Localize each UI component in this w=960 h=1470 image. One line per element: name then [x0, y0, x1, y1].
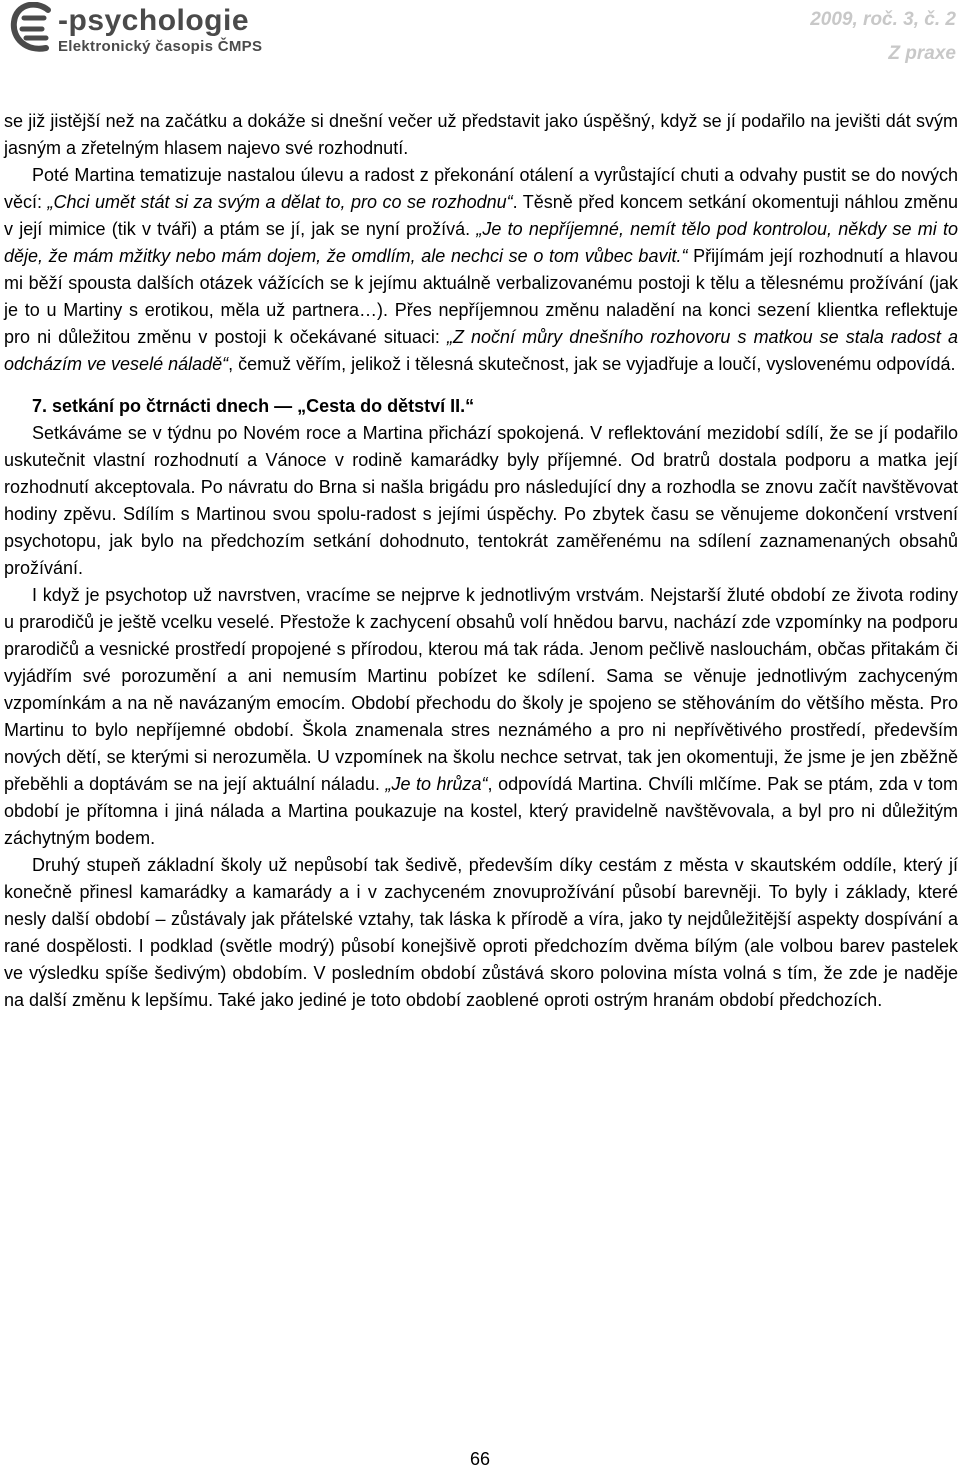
- quote-text: „Je to hrůza“: [385, 774, 488, 794]
- paragraph: [4, 582, 958, 852]
- section-heading: 7. setkání po čtrnácti dnech — „Cesta do dětství II.“: [32, 396, 475, 416]
- paragraph: [4, 108, 958, 162]
- issue-info: 2009, roč. 3, č. 2: [810, 9, 956, 30]
- quote-text: „Je to nepříjemné, nemít tělo pod kontrolou, někdy se mi to děje, že mám mžitky nebo mám dojem, že omdlím, ale nechci se o tom vůbec bavit.“: [4, 219, 958, 266]
- section-label: Z praxe: [888, 43, 956, 64]
- quote-text: „Chci umět stát si za svým a dělat to, pro co se rozhodnu“: [47, 192, 513, 212]
- paragraph: [4, 162, 958, 378]
- body-text: , odpovídá Martina. Chvíli mlčíme. Pak se ptám, zda v tom období je přítomna i jiná nálada a Martina poukazuje na kostel, který pravidelně navštěvovala, a byl pro ni důležitým záchytným bodem.: [4, 774, 958, 848]
- quote-text: „Z noční můry dnešního rozhovoru s matkou se stala radost a odcházím ve veselé náladě“: [4, 327, 958, 374]
- paragraph: [4, 852, 958, 1014]
- body-text: , čemuž věřím, jelikož i tělesná skutečnost, jak se vyjadřuje a loučí, vyslovenému odpovídá.: [228, 354, 956, 374]
- logo-subtitle: Elektronický časopis ČMPS: [58, 38, 263, 55]
- e-logo-icon: [8, 2, 56, 60]
- body-text: Poté Martina tematizuje nastalou úlevu a radost z překonání otálení a vyrůstající chuti a odvahy pustit se do nových věcí:: [4, 165, 958, 212]
- body-text: I když je psychotop už navrstven, vracíme se nejprve k jednotlivým vrstvám. Nejstarší žluté období ze života rodiny u prarodičů je ještě vcelku veselé. Přestože k zachycení obsahů volí hnědou barvu, nachází zde vzpomínky na podporu prarodičů a vesnické prostředí propojené s přírodou, kterou má tak ráda. Jenom pečlivě naslouchám, občas přitakám či vyjádřím své porozumění a ani nemusím Martinu pobízet ke sdílení. Sama se věnuje jednotlivým zachyceným vzpomínkám a na ně navázaným emocím. Období přechodu do školy je spojeno se stěhováním do většího města. Pro Martinu to bylo nepříjemné období. Škola znamenala stres neznámého a pro ni nepřívětivého prostředí, především nových dětí, se kterými si nerozuměla. U vzpomínek na školu nechce setrvat, tak jen okomentuji, že jsme je jen zběžně přeběhli a doptávám se na její aktuální náladu.: [4, 585, 958, 794]
- body-text: Setkáváme se v týdnu po Novém roce a Martina přichází spokojená. V reflektování mezidobí sdílí, že se jí podařilo uskutečnit vlastní rozhodnutí a Vánoce v rodině kamarádky byly příjemné. Od bratrů dostala podporu a matka její rozhodnutí akceptovala. Po návratu do Brna si našla brigádu pro následující dny a rozhodla se znovu začít navštěvovat hodiny zpěvu. Sdílím s Martinou svou spolu-radost s jejími úspěchy. Po zbytek času se věnujeme dokončení vrstvení psychotopu, jak bylo na předchozím setkání dohodnuto, tentokrát zaměřenému na sdílení zaznamenaných obsahů prožívání.: [4, 423, 958, 578]
- paragraph: [4, 420, 958, 582]
- body-text: Druhý stupeň základní školy už nepůsobí tak šedivě, především díky cestám z města v skautském oddíle, který jí konečně přinesl kamarádky a kamarády a i v zachyceném znovuprožívání působí barevněji. To byly i základy, které nesly další období – zůstávaly jak přátelské vztahy, tak láska k přírodě a víra, jako ty nejdůležitější aspekty dospívání a rané dospělosti. I podklad (světle modrý) působí konejšivě oproti předchozím dvěma bílým (ale volbou barev pastelek ve výsledku spíše šedivým) obdobím. V posledním období zůstává skoro polovina místa volná s tím, že zde je naděje na další změnu k lepšímu. Také jako jediné je toto období zaoblené oproti ostrým hranám období předchozích.: [4, 855, 958, 1010]
- page-number: 66: [469, 1449, 491, 1469]
- page-header: [0, 0, 960, 80]
- body-text: se již jistější než na začátku a dokáže si dnešní večer už představit jako úspěšný, když se jí podařilo na jevišti dát svým jasným a zřetelným hlasem najevo své rozhodnutí.: [4, 111, 958, 158]
- logo-title: -psychologie: [58, 4, 250, 37]
- journal-logo: [8, 2, 298, 60]
- body-text: Přijímám její rozhodnutí a hlavou mi běží spousta dalších otázek vážících se k jejímu aktuálně verbalizovanému postoji k tělu a tělesnému prožívání (jak je to u Martiny s erotikou, měla už partnera…). Přes nepříjemnou změnu naladění na konci sezení klientka reflektuje pro ni důležitou změnu v postoji k očekávané situaci:: [4, 246, 958, 347]
- body-text: . Těsně před koncem setkání okomentuji náhlou změnu v její mimice (tik v tváři) a ptám se jí, jak se nyní prožívá.: [4, 192, 958, 239]
- article-body: [4, 108, 958, 1014]
